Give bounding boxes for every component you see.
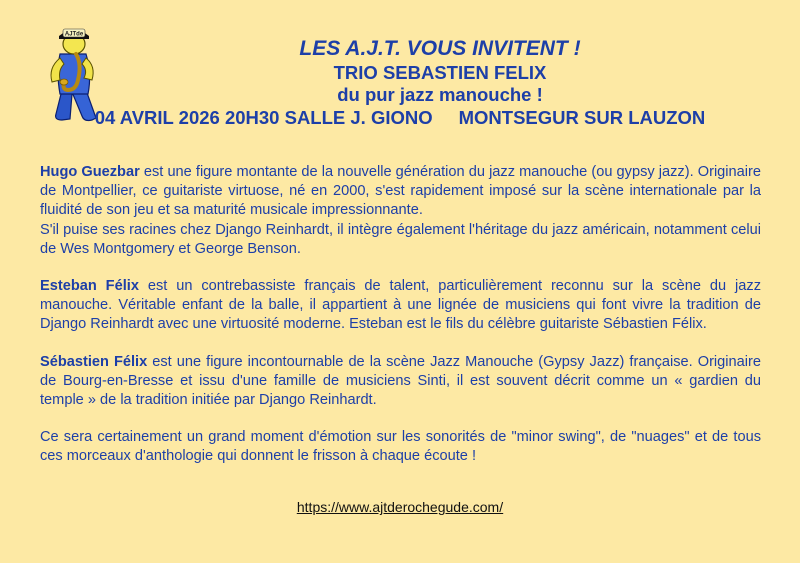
paragraph-closing: Ce sera certainement un grand moment d'émotion sur les sonorités de "minor swing", de "nuages" et de tous ces morceaux d'anthologie qui donnent le frisson à chaque écoute ! xyxy=(40,429,761,465)
band-name: TRIO SEBASTIEN FELIX xyxy=(333,62,547,83)
paragraph-esteban-text: est un contrebassiste français de talent, particulièrement reconnu sur la scène du jazz manouche. Véritable enfant de la balle, il appartient à une lignée de musiciens qui font vivre la tradition de Django Reinhardt avec une virtuosité moderne. Esteban est le fils du célèbre guitariste Sébastien Félix. xyxy=(40,278,761,333)
website-link[interactable]: https://www.ajtderochegude.com/ xyxy=(296,499,504,515)
event-town: MONTSEGUR SUR LAUZON xyxy=(458,107,706,128)
paragraph-hugo-text2: S'il puise ses racines chez Django Reinhardt, il intègre également l'héritage du jazz américain, notamment celui de Wes Montgomery et George Benson. xyxy=(40,221,761,257)
paragraph-sebastien-text: est une figure incontournable de la scène Jazz Manouche (Gypsy Jazz) française. Originaire de Bourg-en-Bresse et issu d'une famille de musiciens Sinti, il est souvent décrit comme un « gardien du temple » de la tradition initiée par Django Reinhardt. xyxy=(40,353,761,409)
event-header xyxy=(0,36,800,130)
musician-name-sebastien: Sébastien Félix xyxy=(40,353,148,370)
event-date-venue: 04 AVRIL 2026 20H30 SALLE J. GIONO xyxy=(94,107,433,128)
musician-name-esteban: Esteban Félix xyxy=(40,278,139,295)
paragraph-hugo xyxy=(40,163,761,259)
website-footer xyxy=(0,499,800,515)
event-description xyxy=(40,163,761,467)
paragraph-hugo-text: est une figure montante de la nouvelle génération du jazz manouche (ou gypsy jazz). Originaire de Montpellier, ce guitariste virtuose, né en 2000, s'est rapidement imposé sur la scène internationale par la fluidité de son jeu et sa maturité musicale impressionnante. xyxy=(40,164,761,219)
paragraph-sebastien xyxy=(40,353,761,411)
paragraph-esteban xyxy=(40,277,761,335)
event-info-line xyxy=(0,106,800,130)
invitation-title: LES A.J.T. VOUS INVITENT ! xyxy=(299,37,581,60)
svg-text:AJTde: AJTde xyxy=(64,31,84,38)
musician-name-hugo: Hugo Guezbar xyxy=(40,164,140,180)
event-subtitle: du pur jazz manouche ! xyxy=(337,84,543,105)
